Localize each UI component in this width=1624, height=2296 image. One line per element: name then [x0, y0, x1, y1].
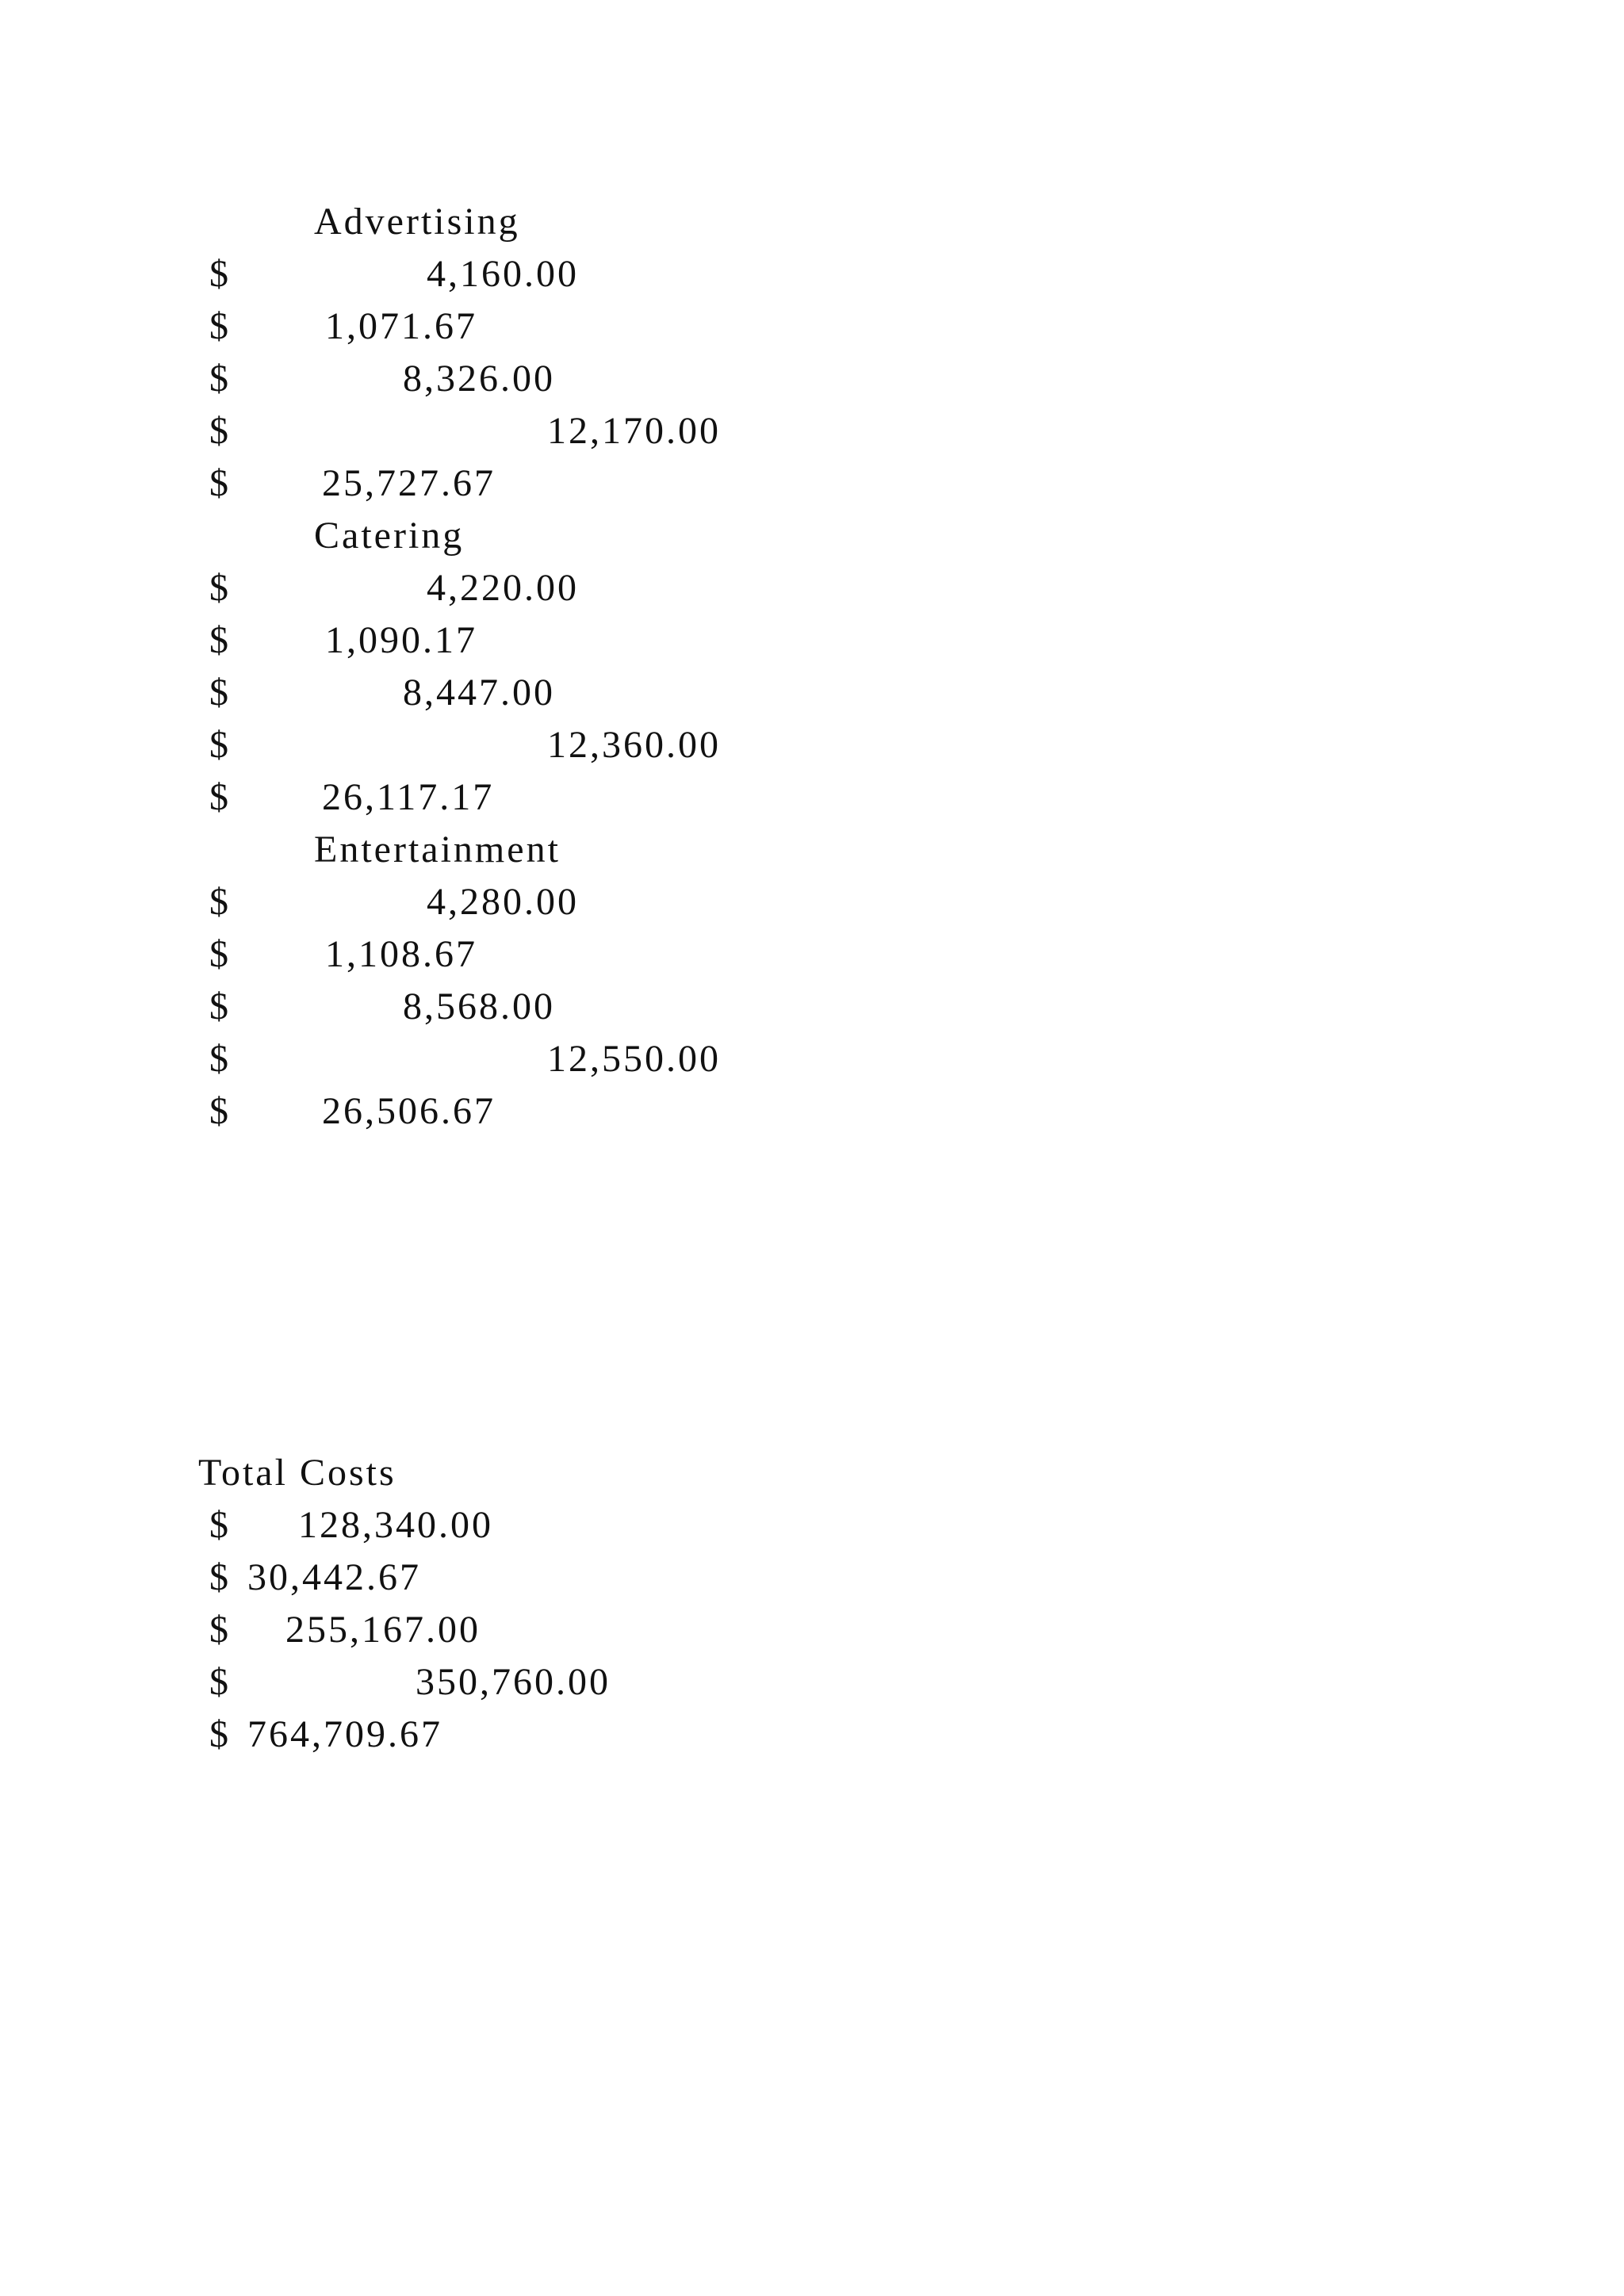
currency-symbol: $	[209, 410, 231, 452]
currency-symbol: $	[209, 1090, 231, 1132]
amount-value: 26,506.67	[322, 1090, 496, 1132]
currency-symbol: $	[209, 253, 231, 295]
currency-symbol: $	[209, 462, 231, 504]
currency-symbol: $	[209, 1038, 231, 1080]
amount-value: 8,447.00	[403, 672, 555, 714]
currency-symbol: $	[209, 1713, 231, 1755]
amount-value: 4,160.00	[427, 253, 579, 295]
amount-value: 1,108.67	[325, 933, 477, 975]
currency-symbol: $	[209, 358, 231, 400]
currency-symbol: $	[209, 881, 231, 923]
amount-value: 1,071.67	[325, 305, 477, 347]
amount-value: 12,360.00	[547, 724, 721, 766]
currency-symbol: $	[209, 1661, 231, 1703]
currency-symbol: $	[209, 933, 231, 975]
currency-symbol: $	[209, 567, 231, 609]
section-title-advertising: Advertising	[314, 201, 520, 243]
amount-value: 8,568.00	[403, 985, 555, 1027]
section-title-entertainment: Entertainment	[314, 828, 561, 871]
total-amount-value: 255,167.00	[285, 1609, 481, 1651]
amount-value: 8,326.00	[403, 358, 555, 400]
currency-symbol: $	[209, 776, 231, 818]
currency-symbol: $	[209, 724, 231, 766]
total-amount-value: 764,709.67	[247, 1713, 442, 1755]
currency-symbol: $	[209, 672, 231, 714]
currency-symbol: $	[209, 305, 231, 347]
totals-title: Total Costs	[198, 1452, 396, 1494]
currency-symbol: $	[209, 985, 231, 1027]
amount-value: 12,170.00	[547, 410, 721, 452]
section-title-catering: Catering	[314, 515, 465, 557]
amount-value: 25,727.67	[322, 462, 496, 504]
total-amount-value: 30,442.67	[247, 1556, 421, 1598]
amount-value: 4,220.00	[427, 567, 579, 609]
amount-value: 26,117.17	[322, 776, 495, 818]
total-amount-value: 350,760.00	[416, 1661, 611, 1703]
currency-symbol: $	[209, 1504, 231, 1546]
amount-value: 12,550.00	[547, 1038, 721, 1080]
total-amount-value: 128,340.00	[298, 1504, 493, 1546]
amount-value: 4,280.00	[427, 881, 579, 923]
currency-symbol: $	[209, 1556, 231, 1598]
currency-symbol: $	[209, 1609, 231, 1651]
currency-symbol: $	[209, 619, 231, 661]
amount-value: 1,090.17	[325, 619, 477, 661]
